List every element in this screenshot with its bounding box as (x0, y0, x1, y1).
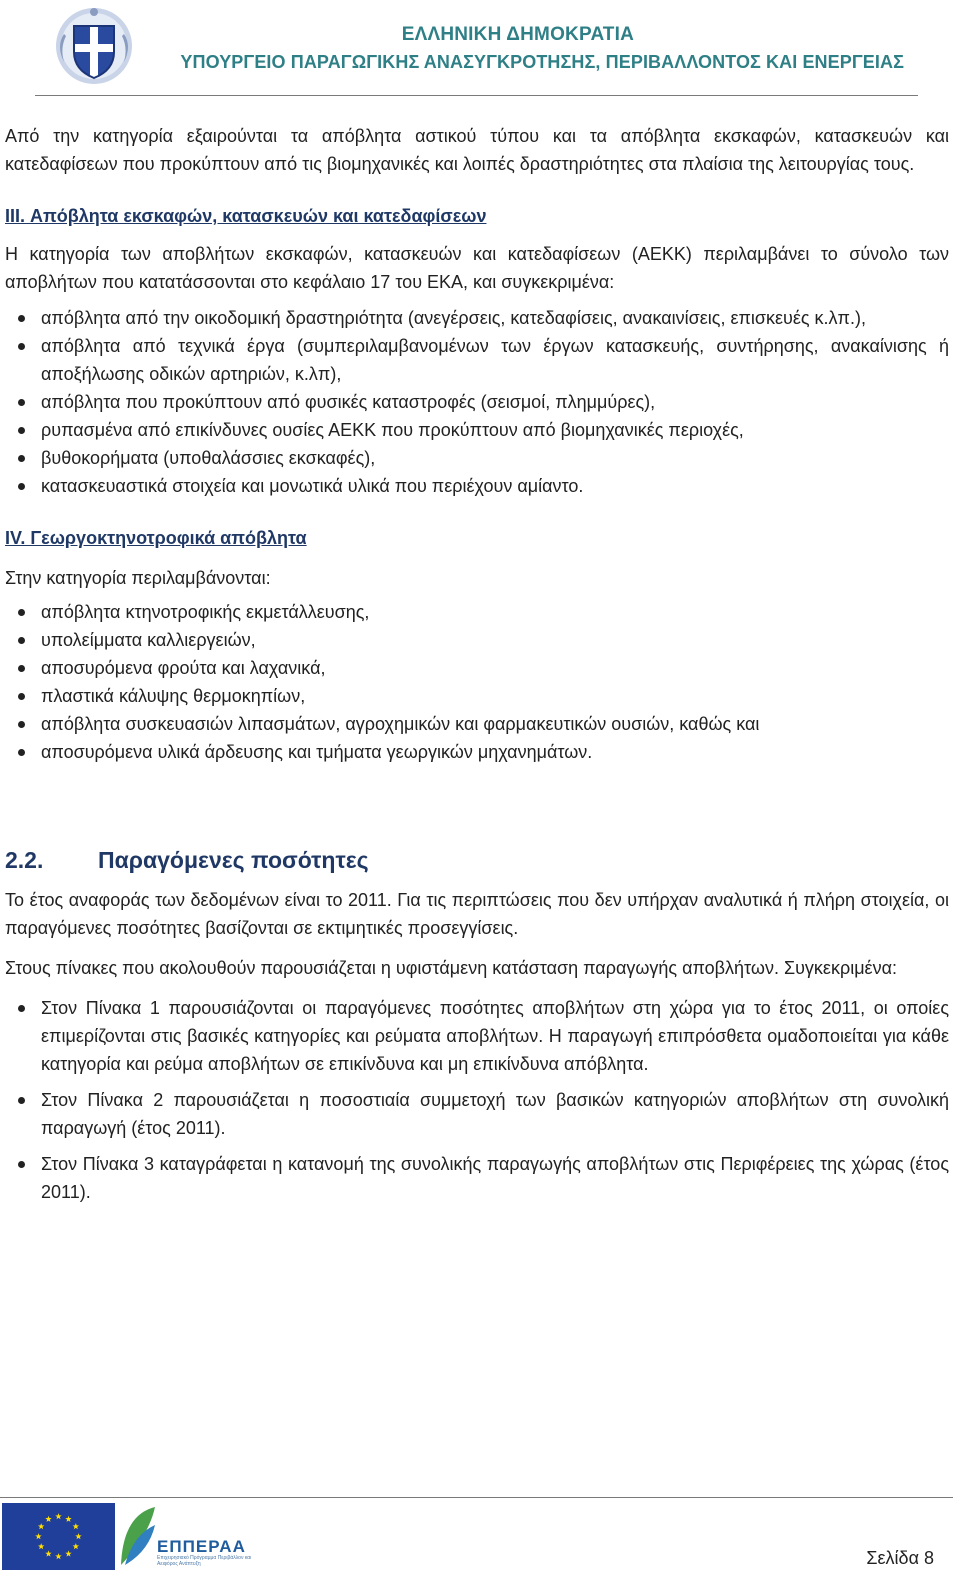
section-title: Παραγόμενες ποσότητες (98, 847, 369, 873)
intro-paragraph: Από την κατηγορία εξαιρούνται τα απόβλητα αστικού τύπου και τα απόβλητα εκσκαφών, κατασκευών και κατεδαφίσεων που προκύπτουν από τις βιομηχανικές και λοιπές δραστηριότητες στα πλαίσια της λειτουργίας τους. (5, 126, 949, 174)
section-4-title: IV. Γεωργοκτηνοτροφικά απόβλητα (5, 528, 307, 548)
list-item: ρυπασμένα από επικίνδυνες ουσίες ΑΕΚΚ που προκύπτουν από βιομηχανικές περιοχές, (5, 416, 949, 444)
list-item: αποσυρόμενα υλικά άρδευσης και τμήματα γεωργικών μηχανημάτων. (5, 738, 949, 766)
section-2-2-paragraph-1: Το έτος αναφοράς των δεδομένων είναι το 2011. Για τις περιπτώσεις που δεν υπήρχαν αναλυτικά ή πλήρη στοιχεία, οι παραγόμενες ποσότητες βασίζονται σε εκτιμητικές προσεγγίσεις. (5, 890, 949, 938)
header-ministry-title: ΥΠΟΥΡΓΕΙΟ ΠΑΡΑΓΩΓΙΚΗΣ ΑΝΑΣΥΓΚΡΟΤΗΣΗΣ, ΠΕΡΙΒΑΛΛΟΝΤΟΣ ΚΑΙ ΕΝΕΡΓΕΙΑΣ (180, 52, 904, 72)
section-4-list (5, 598, 949, 766)
section-4-paragraph: Στην κατηγορία περιλαμβάνονται: (5, 568, 271, 588)
footer-divider (0, 1497, 953, 1498)
section-3-list (5, 304, 949, 500)
page-header (0, 0, 960, 100)
greek-state-emblem-icon (52, 4, 136, 86)
list-item: αποσυρόμενα φρούτα και λαχανικά, (5, 654, 949, 682)
list-item: Στον Πίνακα 3 καταγράφεται η κατανομή της συνολικής παραγωγής αποβλήτων στις Περιφέρειες της χώρας (έτος 2011). (5, 1150, 949, 1206)
section-2-2-heading (5, 846, 949, 874)
list-item: βυθοκορήματα (υποθαλάσσιες εκσκαφές), (5, 444, 949, 472)
header-country-title: ΕΛΛΗΝΙΚΗ ΔΗΜΟΚΡΑΤΙΑ (401, 24, 634, 45)
epperaa-logo-text: ΕΠΠΕΡΑΑ (157, 1537, 246, 1556)
list-item: Στον Πίνακα 2 παρουσιάζεται η ποσοστιαία συμμετοχή των βασικών κατηγοριών αποβλήτων στη συνολική παραγωγή (έτος 2011). (5, 1086, 949, 1142)
section-number: 2.2. (5, 847, 44, 873)
section-2-2-list (5, 994, 949, 1206)
list-item: απόβλητα που προκύπτουν από φυσικές καταστροφές (σεισμοί, πλημμύρες), (5, 388, 949, 416)
epperaa-logo (119, 1505, 259, 1567)
list-item: απόβλητα κτηνοτροφικής εκμετάλλευσης, (5, 598, 949, 626)
section-2-2-paragraph-2: Στους πίνακες που ακολουθούν παρουσιάζεται η υφιστάμενη κατάσταση παραγωγής αποβλήτων. Συγκεκριμένα: (5, 958, 897, 978)
list-item: απόβλητα συσκευασιών λιπασμάτων, αγροχημικών και φαρμακευτικών ουσιών, καθώς και (5, 710, 949, 738)
header-divider (35, 95, 918, 96)
eu-flag-icon (2, 1503, 115, 1570)
list-item: πλαστικά κάλυψης θερμοκηπίων, (5, 682, 949, 710)
page-number: Σελίδα 8 (866, 1548, 934, 1568)
section-3-heading (5, 202, 949, 230)
list-item: Στον Πίνακα 1 παρουσιάζονται οι παραγόμενες ποσότητες αποβλήτων στη χώρα για το έτος 2011, οι οποίες επιμερίζονται στις βασικές κατηγορίες και ρεύματα αποβλήτων. Η παραγωγή επιπρόσθετα ομαδοποιείται για κάθε κατηγορία και ρεύμα αποβλήτων σε επικίνδυνα και μη επικίνδυνα απόβλητα. (5, 994, 949, 1078)
section-3-title: III. Απόβλητα εκσκαφών, κατασκευών και κατεδαφίσεων (5, 206, 487, 226)
epperaa-leaf-icon (119, 1505, 159, 1567)
list-item: υπολείμματα καλλιεργειών, (5, 626, 949, 654)
list-item: κατασκευαστικά στοιχεία και μονωτικά υλικά που περιέχουν αμίαντο. (5, 472, 949, 500)
list-item: απόβλητα από τεχνικά έργα (συμπεριλαμβανομένων των έργων κατασκευής, συντήρησης, ανακαίνισης ή αποξήλωσης οδικών αρτηριών, κ.λπ), (5, 332, 949, 388)
section-3-paragraph: Η κατηγορία των αποβλήτων εκσκαφών, κατασκευών και κατεδαφίσεων (ΑΕΚΚ) περιλαμβάνει το σύνολο των αποβλήτων που κατατάσσονται στο κεφάλαιο 17 του ΕΚΑ, και συγκεκριμένα: (5, 244, 949, 292)
list-item: απόβλητα από την οικοδομική δραστηριότητα (ανεγέρσεις, κατεδαφίσεις, ανακαινίσεις, επισκευές κ.λπ.), (5, 304, 949, 332)
section-4-heading (5, 524, 949, 552)
epperaa-logo-subtext: Επιχειρησιακό Πρόγραμμα Περιβάλλον και Αειφόρος Ανάπτυξη (157, 1555, 252, 1567)
document-body (5, 122, 949, 1206)
